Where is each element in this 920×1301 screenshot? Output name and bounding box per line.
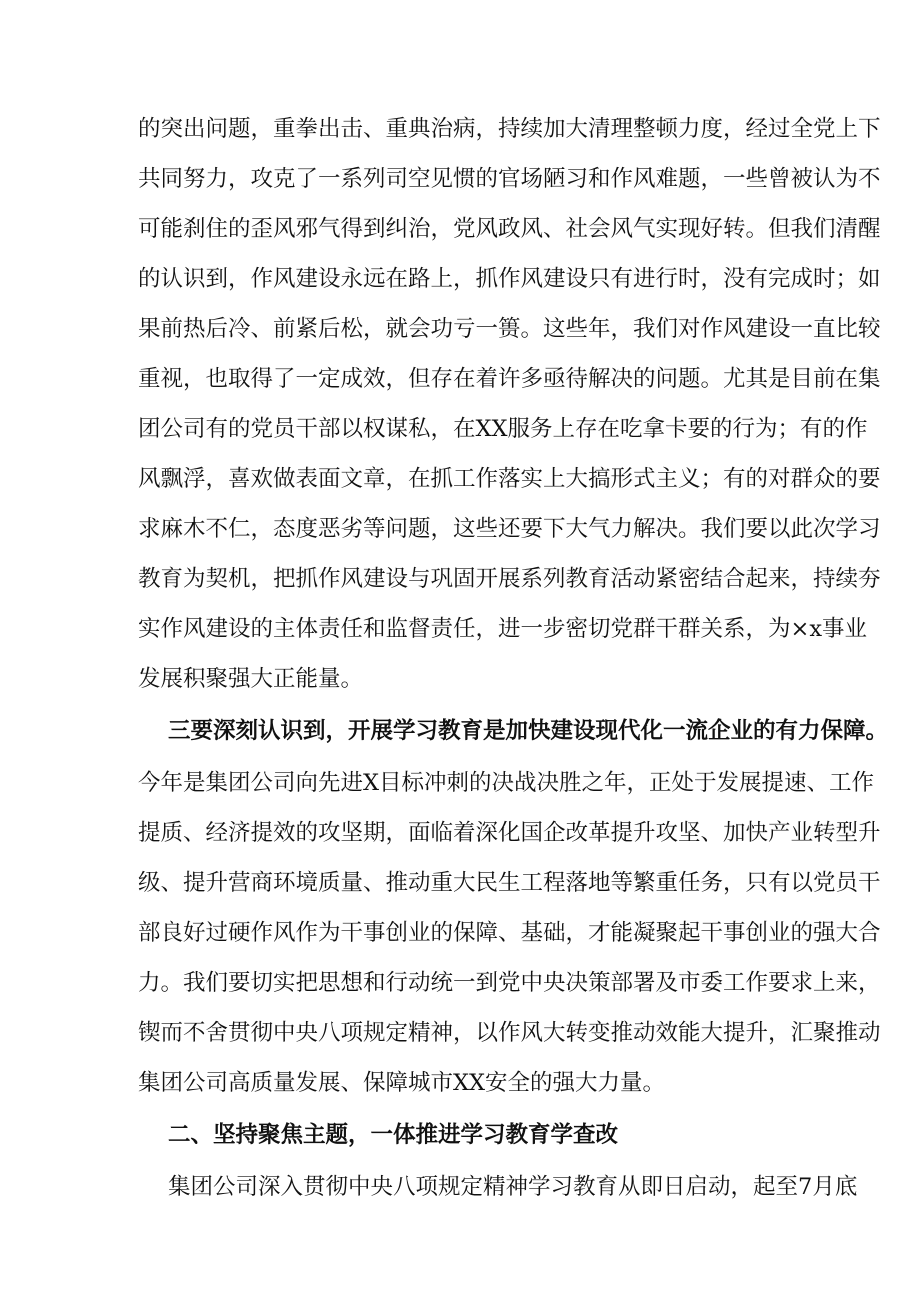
- body-text-line: 实作风建设的主体责任和监督责任，进一步密切党群干群关系，为×x事业: [138, 616, 868, 642]
- body-text-line: 提质、经济提效的攻坚期，面临着深化国企改革提升攻坚、加快产业转型升: [138, 820, 881, 846]
- body-text-line: 求麻木不仁，态度恶劣等问题，这些还要下大气力解决。我们要以此次学习: [138, 516, 881, 542]
- body-text-line: 部良好过硬作风作为干事创业的保障、基础，才能凝聚起干事创业的强大合: [138, 920, 881, 946]
- body-text-line: 力。我们要切实把思想和行动统一到党中央决策部署及市委工作要求上来，: [138, 970, 881, 996]
- subheading-three: 三要深刻认识到，开展学习教育是加快建设现代化一流企业的有力保障。: [168, 718, 889, 744]
- body-text-line: 发展积聚强大正能量。: [138, 666, 364, 692]
- body-text-line: 今年是集团公司向先进X目标冲刺的决战决胜之年，正处于发展提速、工作: [138, 770, 875, 796]
- body-text-line: 的认识到，作风建设永远在路上，抓作风建设只有进行时，没有完成时；如: [138, 266, 881, 292]
- body-text-line: 级、提升营商环境质量、推动重大民生工程落地等繁重任务，只有以党员干: [138, 870, 881, 896]
- body-text-line: 共同努力，攻克了一系列司空见惯的官场陋习和作风难题，一些曾被认为不: [138, 166, 881, 192]
- body-text-line: 可能刹住的歪风邪气得到纠治，党风政风、社会风气实现好转。但我们清醒: [138, 216, 881, 242]
- body-text-line: 团公司有的党员干部以权谋私，在XX服务上存在吃拿卡要的行为；有的作: [138, 416, 868, 442]
- body-text-line: 集团公司深入贯彻中央八项规定精神学习教育从即日启动，起至7月底: [168, 1174, 858, 1200]
- body-text-line: 果前热后冷、前紧后松，就会功亏一篑。这些年，我们对作风建设一直比较: [138, 316, 881, 342]
- body-text-line: 的突出问题，重拳出击、重典治病，持续加大清理整顿力度，经过全党上下: [138, 116, 881, 142]
- body-text-line: 教育为契机，把抓作风建设与巩固开展系列教育活动紧密结合起来，持续夯: [138, 566, 881, 592]
- body-text-line: 锲而不舍贯彻中央八项规定精神，以作风大转变推动效能大提升，汇聚推动: [138, 1020, 881, 1046]
- body-text-line: 重视，也取得了一定成效，但存在着许多亟待解决的问题。尤其是目前在集: [138, 366, 881, 392]
- section-heading: 二、坚持聚焦主题，一体推进学习教育学查改: [168, 1122, 619, 1148]
- body-text-line: 集团公司高质量发展、保障城市XX安全的强大力量。: [138, 1070, 666, 1096]
- body-text-line: 风飘浮，喜欢做表面文章，在抓工作落实上大搞形式主义；有的对群众的要: [138, 466, 881, 492]
